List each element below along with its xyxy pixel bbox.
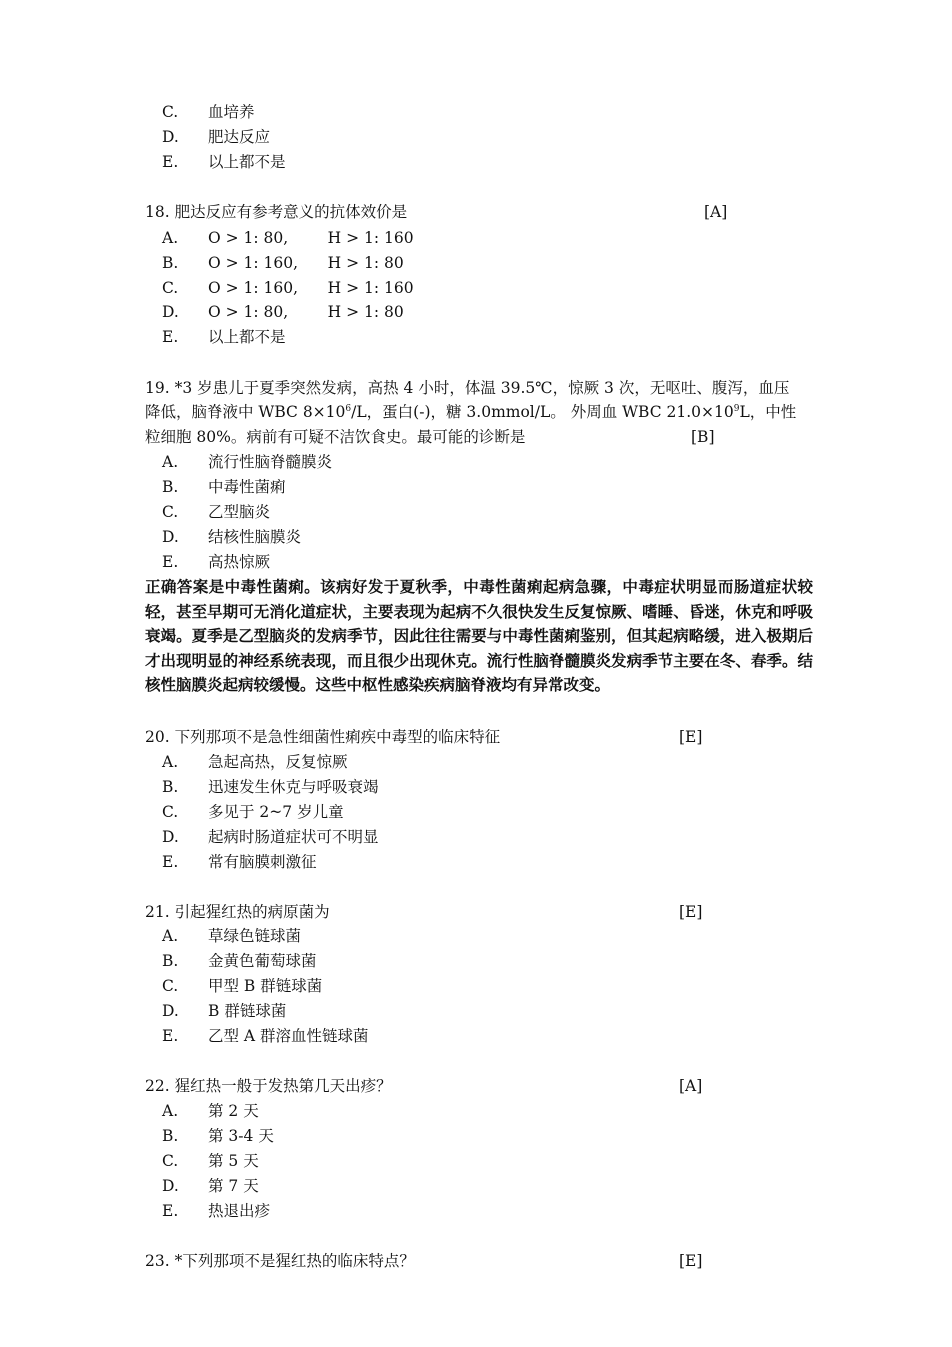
answer-key: [E] [679,903,703,921]
option-text: B 群链球菌 [208,1002,287,1020]
option-text: 肥达反应 [208,128,271,146]
option-text: 热退出疹 [208,1202,271,1220]
superscript: 9 [733,404,740,414]
option-letter: E. [162,1202,179,1220]
option-letter: E. [162,853,179,871]
option-letter: C. [162,803,179,821]
option-letter: B. [162,1127,179,1145]
option-text: 第 3-4 天 [208,1127,274,1145]
option-letter: A. [162,753,179,771]
option-text: 甲型 B 群链球菌 [208,977,323,995]
option-letter: B. [162,778,179,796]
question-stem: 18. 肥达反应有参考意义的抗体效价是 [145,203,408,221]
answer-key: [E] [679,1252,703,1270]
option-text: O > 1: 80, H > 1: 160 [208,229,414,247]
answer-explanation: 正确答案是中毒性菌痢。该病好发于夏秋季，中毒性菌痢起病急骤，中毒症状明显而肠道症状较轻，甚至早期可无消化道症状，主要表现为起病不久很快发生反复惊厥、嗜睡、昏迷，休克和呼吸衰竭。夏季是乙型脑炎的发病季节，因此往往需要与中毒性菌痢鉴别，但其起病略缓，进入极期后才出现明显的神经系统表现，而且很少出现休克。流行性脑脊髓膜炎发病季节主要在冬、春季。结核性脑膜炎起病较缓慢。这些中枢性感染疾病脑脊液均有异常改变。 [145,578,813,694]
option-letter: C. [162,503,179,521]
option-letter: A. [162,453,179,471]
option-text: 起病时肠道症状可不明显 [208,828,379,846]
option-letter: C. [162,1152,179,1170]
option-text: 急起高热，反复惊厥 [208,753,348,771]
option-text: 第 2 天 [208,1102,259,1120]
option-letter: E. [162,1027,179,1045]
option-text: 血培养 [208,103,255,121]
option-letter: E. [162,553,179,571]
option-letter: D. [162,1002,179,1020]
option-letter: C. [162,103,179,121]
option-text: 第 5 天 [208,1152,259,1170]
option-letter: B. [162,478,179,496]
option-text: 迅速发生休克与呼吸衰竭 [208,778,379,796]
question-stem-line [145,401,796,423]
question-stem: 22. 猩红热一般于发热第几天出疹？ [145,1077,392,1095]
option-letter: B. [162,952,179,970]
option-letter: D. [162,128,179,146]
superscript: 6 [345,404,352,414]
question-stem: 23. *下列那项不是猩红热的临床特点？ [145,1252,415,1270]
option-letter: E. [162,328,179,346]
option-letter: A. [162,927,179,945]
option-letter: B. [162,254,179,272]
option-letter: E. [162,153,179,171]
option-text: 流行性脑脊髓膜炎 [208,453,333,471]
option-letter: C. [162,279,179,297]
question-stem: 21. 引起猩红热的病原菌为 [145,903,330,921]
option-text: 中毒性菌痢 [208,478,286,496]
question-stem-line: 19. *3 岁患儿于夏季突然发病，高热 4 小时，体温 39.5℃，惊厥 3 次，无呕吐、腹泻，血压 [145,379,790,397]
option-text: O > 1: 160, H > 1: 80 [208,254,404,272]
answer-key: [A] [679,1077,703,1095]
option-text: 多见于 2~7 岁儿童 [208,803,344,821]
option-letter: D. [162,303,179,321]
option-letter: D. [162,828,179,846]
option-text: 常有脑膜刺激征 [208,853,317,871]
question-stem: 20. 下列那项不是急性细菌性痢疾中毒型的临床特征 [145,728,501,746]
stem-fragment: L，中性 [739,403,797,421]
option-letter: C. [162,977,179,995]
answer-key: [E] [679,728,703,746]
option-text: 高热惊厥 [208,553,271,571]
option-text: 以上都不是 [208,153,286,171]
option-text: 乙型脑炎 [208,503,271,521]
option-text: 以上都不是 [208,328,286,346]
option-text: 结核性脑膜炎 [208,528,302,546]
option-letter: D. [162,1177,179,1195]
option-text: 金黄色葡萄球菌 [208,952,317,970]
option-text: 第 7 天 [208,1177,259,1195]
option-letter: D. [162,528,179,546]
option-text: O > 1: 160, H > 1: 160 [208,279,414,297]
stem-fragment: 降低，脑脊液中 WBC 8×10 [145,403,346,421]
answer-key: [A] [704,203,728,221]
option-text: O > 1: 80, H > 1: 80 [208,303,404,321]
option-letter: A. [162,229,179,247]
option-text: 乙型 A 群溶血性链球菌 [208,1027,369,1045]
option-text: 草绿色链球菌 [208,927,302,945]
answer-key: [B] [691,428,715,446]
question-stem-line: 粒细胞 80%。病前有可疑不洁饮食史。最可能的诊断是 [145,428,526,446]
option-letter: A. [162,1102,179,1120]
stem-fragment: /L，蛋白(-)，糖 3.0mmol/L。 外周血 WBC 21.0×10 [351,403,734,421]
